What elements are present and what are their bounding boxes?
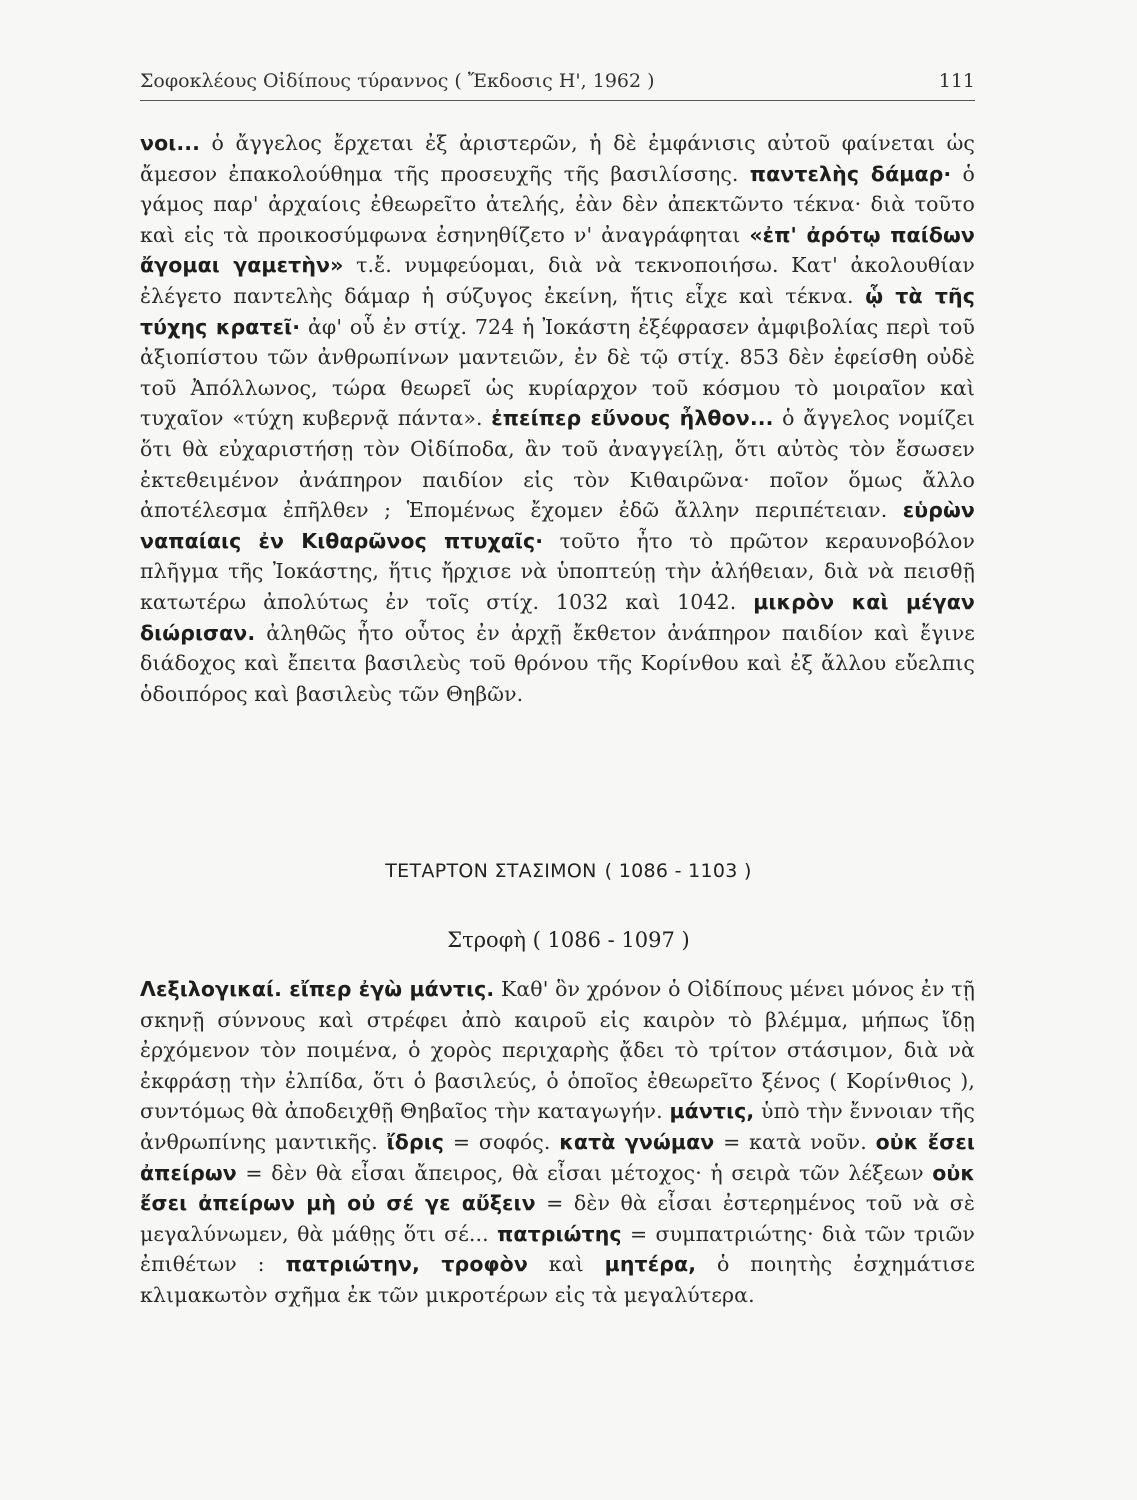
plain-text: = δὲν θὰ εἶσαι ἐστερημένος τοῦ νὰ σὲ μεγαλύνωμεν, θὰ μάθῃς ὅτι σέ... <box>140 1191 975 1246</box>
commentary-paragraph-2 <box>140 974 975 1311</box>
paragraph-1-text <box>140 128 975 709</box>
plain-text: Καθ' ὃν χρόνον ὁ Οἰδίπους μένει μόνος ἐν τῇ σκηνῇ σύννους καὶ στρέφει ἀπὸ καιροῦ εἰς καιρὸν τὸ βλέμμα, μήπως ἴδῃ ἐρχόμενον τὸν ποιμένα, ὁ χορὸς περιχαρὴς ᾄδει τὸ τρίτον στάσιμον, διὰ νὰ ἐκφράσῃ τὴν ἐλπίδα, ὅτι ὁ βασιλεύς, ὁ ὁποῖος ἐθεωρεῖτο ξένος ( Κορίνθιος ), συντόμως θὰ ἀποδειχθῇ Θηβαῖος τὴν καταγωγήν. <box>140 977 975 1124</box>
bold-lemma: ᾧ τὰ τῆς τύχης κρατεῖ· <box>140 283 975 339</box>
bold-lemma: Λεξιλογικαί. εἴπερ ἐγὼ μάντις. <box>140 977 495 1001</box>
bold-lemma: οὐκ ἔσει ἀπείρων <box>140 1129 975 1185</box>
plain-text: καὶ <box>527 1252 605 1277</box>
bold-lemma: πατριώτης <box>497 1221 622 1246</box>
bold-lemma: ἴδρις <box>386 1129 445 1154</box>
bold-lemma: μητέρα, <box>604 1252 697 1277</box>
commentary-paragraph-1 <box>140 128 975 709</box>
bold-lemma: νοι... <box>140 131 200 155</box>
section-heading-label: ΤΕΤΑΡΤΟΝ ΣΤΑΣΙΜΟΝ <box>385 860 597 882</box>
page-number: 111 <box>938 70 975 92</box>
plain-text: ἀφ' οὗ ἐν στίχ. 724 ἡ Ἰοκάστη ἐξέφρασεν ἀμφιβολίας περὶ τοῦ ἀξιοπίστου τῶν ἀνθρωπίνων μαντειῶν, ἐν δὲ τῷ στίχ. 853 δὲν ἐφείσθη οὐδὲ τοῦ Ἀπόλλωνος, τώρα θεωρεῖ ὡς κυρίαρχον τοῦ κόσμου τὸ μοιραῖον καὶ τυχαῖον «τύχη κυβερνᾷ πάντα». <box>140 314 975 431</box>
running-header <box>140 70 975 101</box>
section-heading <box>0 860 1137 882</box>
bold-lemma: κατὰ γνώμαν <box>559 1129 715 1154</box>
plain-text: ὁ ποιητὴς ἐσχημάτισε κλιμακωτὸν σχῆμα ἐκ τῶν μικροτέρων εἰς τὰ μεγαλύτερα. <box>140 1252 975 1307</box>
section-heading-range: ( 1086 - 1103 ) <box>604 860 752 882</box>
bold-lemma: πατριώτην, τροφὸν <box>285 1252 528 1277</box>
plain-text: τοῦτο ἦτο τὸ πρῶτον κεραυνοβόλον πλῆγμα τῆς Ἰοκάστης, ἥτις ἤρχισε νὰ ὑποπτεύῃ τὴν ἀλήθειαν, διὰ νὰ πεισθῇ κατωτέρω ἀπολύτως ἐν τοῖς στίχ. 1032 καὶ 1042. <box>140 528 975 614</box>
plain-text: τ.ἔ. νυμφεύομαι, διὰ νὰ τεκνοποιήσω. Κατ' ἀκολουθίαν ἐλέγετο παντελὴς δάμαρ ἡ σύζυγος ἐκείνη, ἥτις εἶχε καὶ τέκνα. <box>140 253 975 308</box>
bold-lemma: παντελὴς δάμαρ· <box>749 161 952 186</box>
strophe-heading: Στροφὴ ( 1086 - 1097 ) <box>447 928 690 952</box>
plain-text: = κατὰ νοῦν. <box>714 1129 876 1154</box>
bold-lemma: μικρὸν καὶ μέγαν διώρισαν. <box>140 589 975 645</box>
plain-text: = σοφός. <box>444 1129 560 1154</box>
bold-lemma: ἐπείπερ εὔνους ἦλθον... <box>491 406 774 431</box>
plain-text: ὑπὸ τὴν ἔννοιαν τῆς ἀνθρωπίνης μαντικῆς. <box>140 1099 975 1154</box>
paragraph-2-text <box>140 974 975 1311</box>
bold-lemma: μάντις, <box>669 1099 755 1124</box>
bold-lemma: «ἐπ' ἀρότῳ παίδων ἄγομαι γαμετὴν» <box>140 222 975 278</box>
running-title: Σοφοκλέους Οἰδίπους τύραννος ( Ἔκδοσις Η', 1962 ) <box>140 70 655 92</box>
plain-text: ὁ γάμος παρ' ἀρχαίοις ἐθεωρεῖτο ἀτελής, ἐὰν δὲν ἀπεκτῶντο τέκνα· διὰ τοῦτο καὶ εἰς τὰ προικοσύμφωνα ἐσηνηθίζετο ν' ἀναγράφηται <box>140 161 975 247</box>
plain-text: ἀληθῶς ἦτο οὗτος ἐν ἀρχῇ ἔκθετον ἀνάπηρον παιδίον καὶ ἔγινε διάδοχος καὶ ἔπειτα βασιλεὺς τοῦ θρόνου τῆς Κορίνθου καὶ ἐξ ἄλλου εὔελπις ὁδοιπόρος καὶ βασιλεὺς τῶν Θηβῶν. <box>140 620 975 706</box>
bold-lemma: εὑρὼν ναπαίαις ἐν Κιθαρῶνος πτυχαῖς· <box>140 498 975 553</box>
plain-text: = συμπατριώτης· διὰ τῶν τριῶν ἐπιθέτων : <box>140 1221 975 1277</box>
plain-text: ὁ ἄγγελος νομίζει ὅτι θὰ εὐχαριστήσῃ τὸν Οἰδίποδα, ἂν τοῦ ἀναγγείλῃ, ὅτι αὐτὸς τὸν ἔσωσεν ἐκτεθειμένον ἀνάπηρον παιδίον εἰς τὸν Κιθαιρῶνα· ποῖον ὅμως ἄλλο ἀποτέλεσμα ἐπῆλθεν ; Ἑπομένως ἔχομεν ἐδῶ ἄλλην περιπέτειαν. <box>140 406 975 523</box>
plain-text: ὁ ἄγγελος ἔρχεται ἐξ ἀριστερῶν, ἡ δὲ ἐμφάνισις αὐτοῦ φαίνεται ὡς ἄμεσον ἐπακολούθημα τῆς προσευχῆς τῆς βασιλίσσης. <box>140 131 975 186</box>
plain-text: = δὲν θὰ εἶσαι ἄπειρος, θὰ εἶσαι μέτοχος· ἡ σειρὰ τῶν λέξεων <box>236 1160 933 1185</box>
bold-lemma: οὐκ ἔσει ἀπείρων μὴ οὐ σέ γε αὔξειν <box>140 1160 975 1216</box>
